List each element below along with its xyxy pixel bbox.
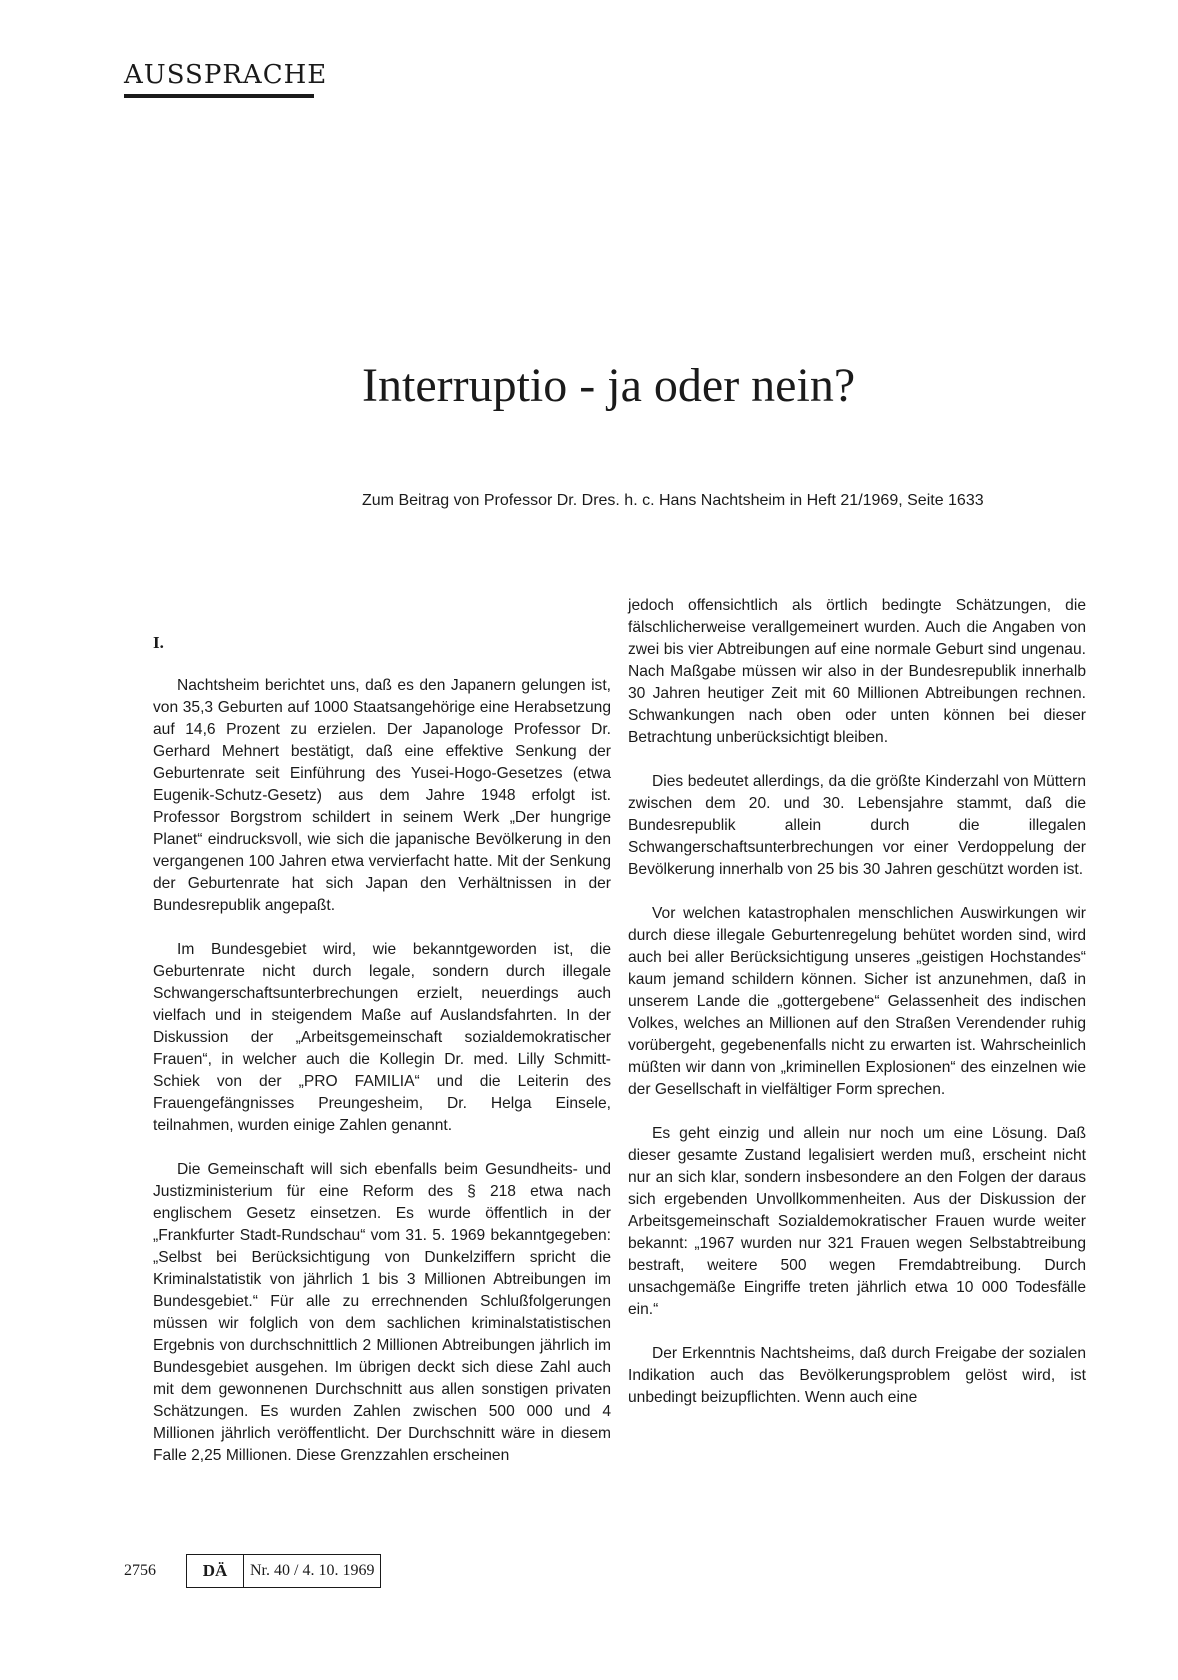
paragraph: jedoch offensichtlich als örtlich bedingte Schätzungen, die fälschlicherweise verallgemeinert wurden. Auch die Angaben von zwei bis vier Abtreibungen auf eine normale Geburt sind ungenau. Nach Maßgabe müssen wir also in der Bundesrepublik innerhalb 30 Jahren heutiger Zeit mit 60 Millionen Abtreibungen rechnen. Schwankungen nach oben oder unten können bei dieser Betrachtung unberücksichtigt bleiben. <box>628 597 1086 746</box>
paragraph: Es geht einzig und allein nur noch um eine Lösung. Daß dieser gesamte Zustand legalisiert werden muß, erscheint nicht nur an sich klar, sondern insbesondere an den Folgen der daraus sich ergebenden Unvollkommenheiten. Aus der Diskussion der Arbeitsgemeinschaft Sozialdemokratischer Frauen wurde weiter bekannt: „1967 wurden nur 321 Frauen wegen Selbstabtreibung bestraft, weitere 500 wegen Fremdabtreibung. Durch unsachgemäße Eingriffe treten jährlich etwa 10 000 Todesfälle ein.“ <box>628 1125 1086 1318</box>
paragraph: Der Erkenntnis Nachtsheims, daß durch Freigabe der sozialen Indikation auch das Bevölkerungsproblem gelöst wird, ist unbedingt beizupflichten. Wenn auch eine <box>628 1345 1086 1406</box>
page-footer <box>124 1554 381 1588</box>
part-numeral: I. <box>153 633 164 652</box>
paragraph: Die Gemeinschaft will sich ebenfalls beim Gesundheits- und Justizministerium für eine Reform des § 218 etwa nach englischem Gesetz einsetzen. Es wurde öffentlich in der „Frankfurter Stadt-Rundschau“ vom 31. 5. 1969 bekanntgegeben: „Selbst bei Berücksichtigung von Dunkelziffern spricht die Kriminalstatistik von jährlich 1 bis 3 Millionen Abtreibungen im Bundesgebiet.“ Für alle zu errechnenden Schlußfolgerungen müssen wir folglich von dem sachlichen kriminalstatistischen Ergebnis von durchschnittlich 2 Millionen Abtreibungen jährlich im Bundesgebiet ausgehen. Im übrigen deckt sich diese Zahl auch mit dem gewonnenen Durchschnitt aus allen sonstigen privaten Schätzungen. Es wurden Zahlen zwischen 500 000 und 4 Millionen jährlich veröffentlicht. Der Durchschnitt wäre in diesem Falle 2,25 Millionen. Diese Grenzzahlen erscheinen <box>153 1161 611 1464</box>
page-number: 2756 <box>124 1562 156 1579</box>
issue-info: Nr. 40 / 4. 10. 1969 <box>250 1562 375 1579</box>
paragraph: Dies bedeutet allerdings, da die größte Kinderzahl von Müttern zwischen dem 20. und 30. Lebensjahre stammt, daß die Bundesrepublik allein durch die illegalen Schwangerschaftsunterbrechungen vor einer Verdoppelung der Bevölkerung innerhalb von 25 bis 30 Jahren geschützt worden ist. <box>628 773 1086 878</box>
journal-logo: DÄ <box>187 1555 244 1587</box>
journal-reference <box>186 1554 381 1588</box>
paragraph: Vor welchen katastrophalen menschlichen Auswirkungen wir durch diese illegale Geburtenregelung behütet worden sind, wird auch bei aller Berücksichtigung unseres „geistigen Hochstandes“ kaum jemand schildern können. Sicher ist anzunehmen, daß in unserem Lande die „gottergebene“ Gelassenheit des indischen Volkes, welches an Millionen auf den Straßen Verendender ruhig vorübergeht, gegebenenfalls nicht zu erwarten ist. Wahrscheinlich müßten wir dann von „kriminellen Explosionen“ des einzelnen wie der Gesellschaft in vielfältiger Form sprechen. <box>628 905 1086 1098</box>
article-title: Interruptio - ja oder nein? <box>362 359 856 412</box>
article-subtitle: Zum Beitrag von Professor Dr. Dres. h. c. Hans Nachtsheim in Heft 21/1969, Seite 1633 <box>362 492 984 509</box>
section-label: AUSSPRACHE <box>124 58 314 98</box>
right-column <box>628 595 1086 1431</box>
left-column <box>153 624 611 1489</box>
paragraph: Nachtsheim berichtet uns, daß es den Japanern gelungen ist, von 35,3 Geburten auf 1000 Staatsangehörige eine Herabsetzung auf 14,6 Prozent zu erzielen. Der Japanologe Professor Dr. Gerhard Mehnert bestätigt, daß eine effektive Senkung der Geburtenrate seit Einführung des Yusei-Hogo-Gesetzes (etwa Eugenik-Schutz-Gesetz) aus dem Jahre 1948 erfolgt ist. Professor Borgstrom schildert in seinem Werk „Der hungrige Planet“ eindrucksvoll, wie sich die japanische Bevölkerung in den vergangenen 100 Jahren etwa vervierfacht hatte. Mit der Senkung der Geburtenrate hat sich Japan den Verhältnissen in der Bundesrepublik angepaßt. <box>153 677 611 914</box>
paragraph: Im Bundesgebiet wird, wie bekanntgeworden ist, die Geburtenrate nicht durch legale, sondern durch illegale Schwangerschaftsunterbrechungen erzielt, neuerdings auch vielfach und in steigendem Maße auf Auslandsfahrten. In der Diskussion der „Arbeitsgemeinschaft sozialdemokratischer Frauen“, in welcher auch die Kollegin Dr. med. Lilly Schmitt-Schiek von der „PRO FAMILIA“ und die Leiterin des Frauengefängnisses Preungesheim, Dr. Helga Einsele, teilnahmen, wurden einige Zahlen genannt. <box>153 941 611 1134</box>
